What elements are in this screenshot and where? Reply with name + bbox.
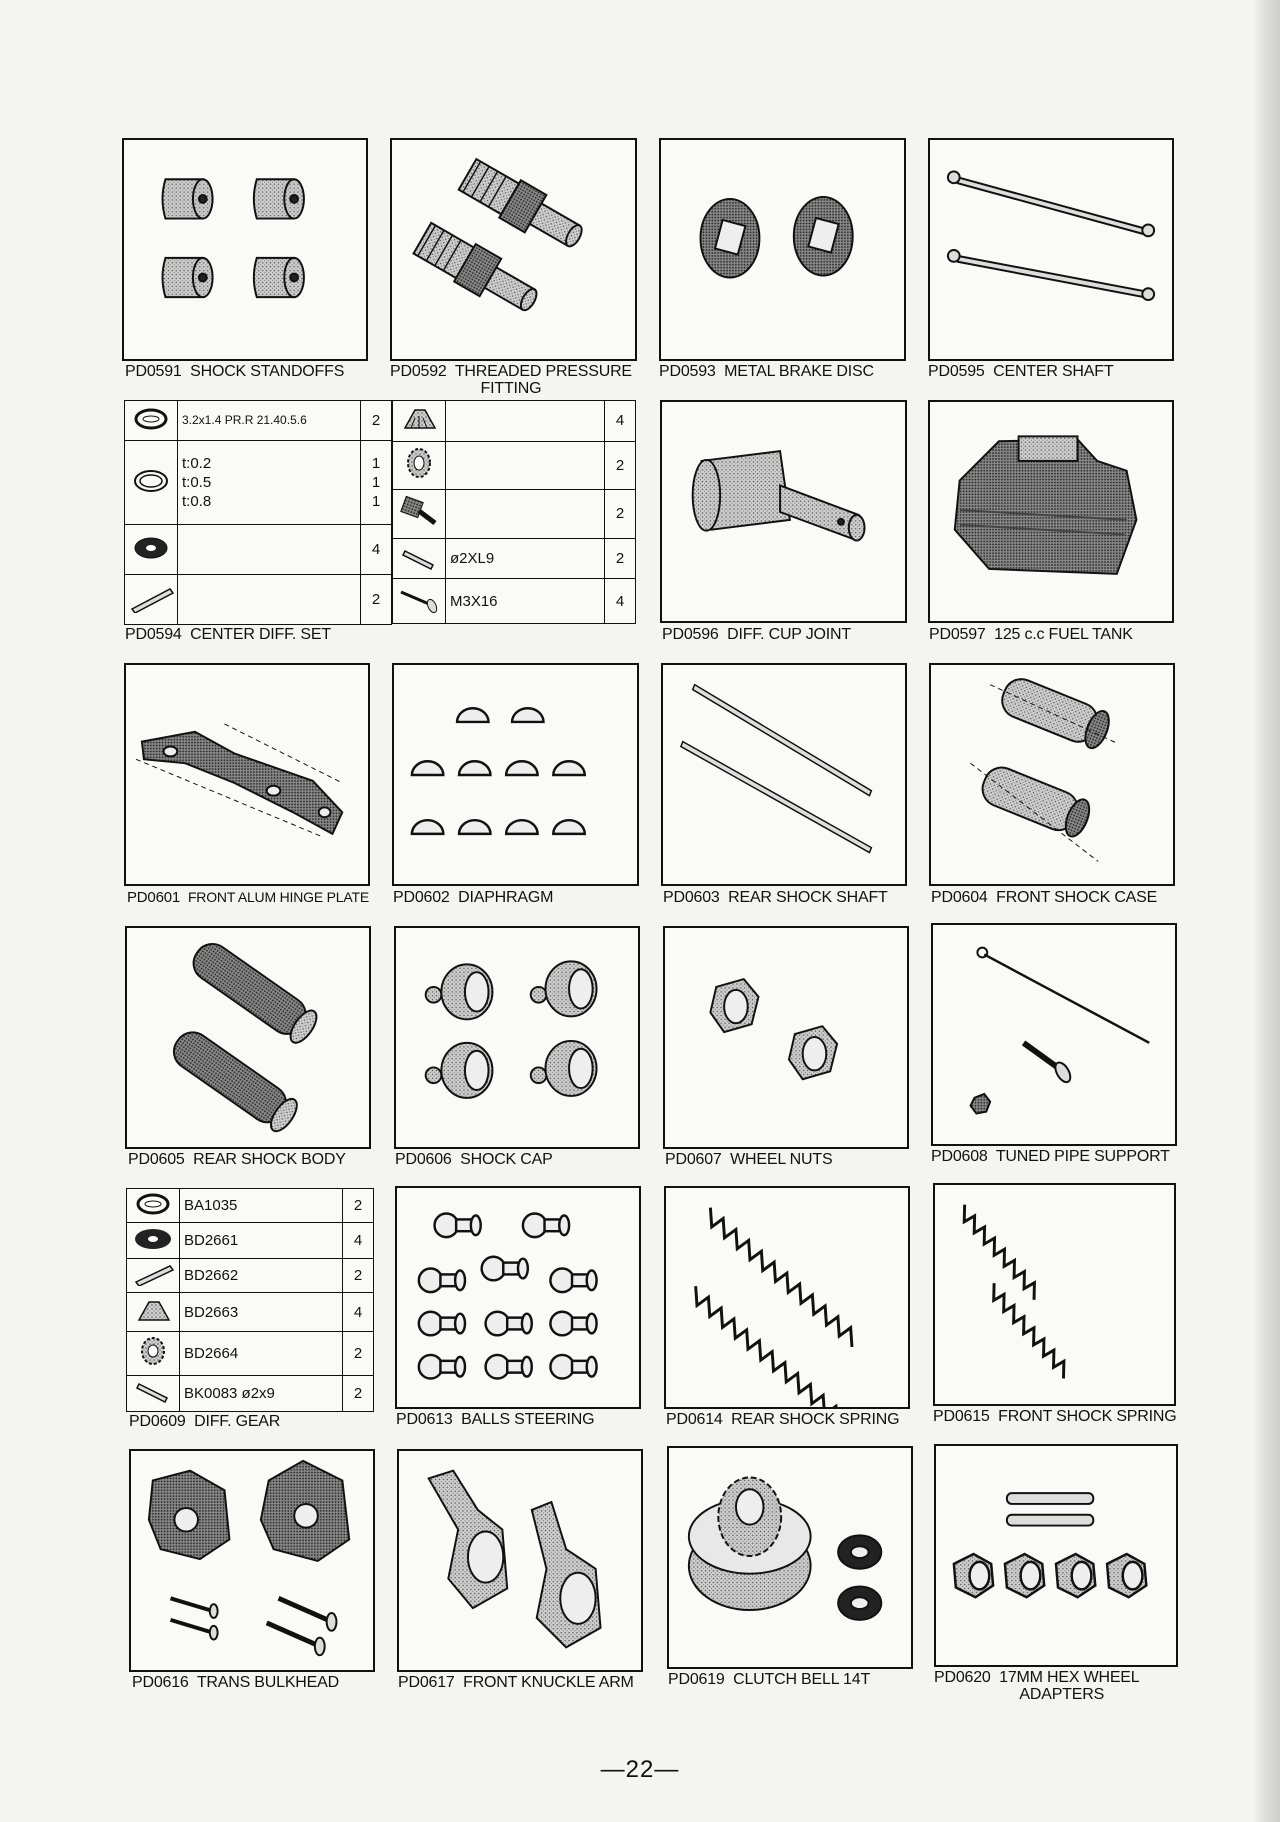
pd0593-image: [659, 138, 906, 361]
trans-bulkhead-drawing: [131, 1451, 373, 1670]
diff-set-desc: M3X16: [446, 579, 605, 624]
table-row: [127, 1293, 374, 1332]
rear-shock-spring-drawing: [666, 1188, 908, 1407]
diff-set-qty: 2: [605, 538, 636, 579]
pd0608-image: [931, 923, 1177, 1146]
diff-gear-desc: BD2662: [180, 1259, 343, 1293]
page-number: —22—: [600, 1756, 680, 1783]
pd0601-caption: PD0601 FRONT ALUM HINGE PLATE: [127, 889, 369, 906]
pd0601-image: [124, 663, 370, 886]
table-row: [127, 1189, 374, 1223]
pd0602-image: [392, 663, 639, 886]
pd0614-caption: PD0614 REAR SHOCK SPRING: [666, 1411, 900, 1428]
diff-gear-table: [126, 1188, 374, 1412]
pd0592-image: [390, 138, 637, 361]
table-row: [125, 401, 392, 441]
diff-set-qty: 4: [605, 579, 636, 624]
pd0596-caption: PD0596 DIFF. CUP JOINT: [662, 626, 851, 643]
diff-gear-desc: BD2664: [180, 1332, 343, 1375]
diff-set-qty: 2: [605, 441, 636, 490]
pd0591-caption: PD0591 SHOCK STANDOFFS: [125, 363, 345, 380]
pd0604-caption: PD0604 FRONT SHOCK CASE: [931, 889, 1158, 906]
pd0596-image: [660, 400, 907, 623]
center-shaft-drawing: [930, 140, 1172, 359]
pressure-fitting-drawing: [392, 140, 635, 359]
diff-gear-desc: BD2661: [180, 1223, 343, 1259]
table-row: [393, 490, 636, 539]
diff-set-left-table: [124, 400, 392, 625]
washer-icon: [125, 525, 178, 575]
brake-disc-drawing: [661, 140, 904, 359]
pd0616-caption: PD0616 TRANS BULKHEAD: [132, 1674, 339, 1691]
diff-gear-desc: BK0083 ø2x9: [180, 1375, 343, 1411]
bevel-gear-icon: [393, 401, 446, 442]
washer-icon: [127, 1223, 180, 1259]
pd0595-image: [928, 138, 1174, 361]
pd0619-image: [667, 1446, 913, 1669]
pd0609-caption: PD0609 DIFF. GEAR: [129, 1413, 281, 1430]
table-row: [125, 575, 392, 625]
pd0620-image: [934, 1444, 1178, 1667]
diff-set-qty: 1 1 1: [361, 441, 392, 525]
diff-set-qty: 4: [361, 525, 392, 575]
pd0593-caption: PD0593 METAL BRAKE DISC: [659, 363, 874, 380]
front-shock-spring-drawing: [935, 1185, 1174, 1404]
pd0604-image: [929, 663, 1175, 886]
table-row: [127, 1223, 374, 1259]
bevel-gear-icon: [127, 1293, 180, 1332]
diff-gear-qty: 2: [343, 1375, 374, 1411]
diff-cup-joint-drawing: [662, 402, 905, 621]
pin-icon: [127, 1259, 180, 1293]
o-ring-icon: [125, 401, 178, 441]
pd0606-image: [394, 926, 640, 1149]
diff-set-desc: [446, 441, 605, 490]
diff-set-qty: 2: [605, 490, 636, 539]
diff-set-desc: [446, 401, 605, 442]
steering-balls-drawing: [397, 1188, 639, 1407]
tuned-pipe-support-drawing: [933, 925, 1175, 1144]
screw-icon: [393, 579, 446, 624]
diff-set-qty: 4: [605, 401, 636, 442]
pd0617-caption: PD0617 FRONT KNUCKLE ARM: [398, 1674, 634, 1691]
pd0592-caption: PD0592 THREADED PRESSURE FITTING: [390, 363, 632, 397]
pin-icon: [125, 575, 178, 625]
shim-icon: [125, 441, 178, 525]
pd0617-image: [397, 1449, 643, 1672]
table-row: [127, 1259, 374, 1293]
diff-gear-qty: 2: [343, 1189, 374, 1223]
output-gear-icon: [393, 490, 446, 539]
pd0615-caption: PD0615 FRONT SHOCK SPRING: [933, 1408, 1177, 1425]
pd0608-caption: PD0608 TUNED PIPE SUPPORT: [931, 1148, 1170, 1165]
pd0616-image: [129, 1449, 375, 1672]
pd0607-caption: PD0607 WHEEL NUTS: [665, 1151, 833, 1168]
pd0605-image: [125, 926, 371, 1149]
diff-set-desc: t:0.2 t:0.5 t:0.8: [178, 441, 361, 525]
pd0602-caption: PD0602 DIAPHRAGM: [393, 889, 554, 906]
shock-standoff-drawing: [124, 140, 366, 359]
table-row: [127, 1375, 374, 1411]
pd0605-caption: PD0605 REAR SHOCK BODY: [128, 1151, 346, 1168]
hex-adapters-drawing: [936, 1446, 1176, 1665]
pd0607-image: [663, 926, 909, 1149]
pd0595-caption: PD0595 CENTER SHAFT: [928, 363, 1114, 380]
diff-gear-qty: 2: [343, 1259, 374, 1293]
diff-gear-qty: 4: [343, 1223, 374, 1259]
pd0620-caption: PD0620 17MM HEX WHEEL ADAPTERS: [934, 1669, 1140, 1703]
pin-icon: [127, 1375, 180, 1411]
pd0615-image: [933, 1183, 1176, 1406]
page-edge-shadow: [1252, 0, 1280, 1822]
table-row: [393, 538, 636, 579]
o-ring-icon: [127, 1189, 180, 1223]
table-row: [125, 525, 392, 575]
diff-set-right-table: [392, 400, 636, 624]
diff-set-desc: [446, 490, 605, 539]
wheel-nuts-drawing: [665, 928, 907, 1147]
diff-set-desc: [178, 575, 361, 625]
shock-cap-drawing: [396, 928, 638, 1147]
pin-icon: [393, 538, 446, 579]
spur-gear-icon: [127, 1332, 180, 1375]
pd0603-image: [661, 663, 907, 886]
table-row: [393, 441, 636, 490]
rear-shock-body-drawing: [127, 928, 369, 1147]
table-row: [125, 441, 392, 525]
diff-gear-desc: BD2663: [180, 1293, 343, 1332]
diff-gear-qty: 2: [343, 1332, 374, 1375]
pd0597-caption: PD0597 125 c.c FUEL TANK: [929, 626, 1133, 643]
front-shock-case-drawing: [931, 665, 1173, 884]
table-row: [127, 1332, 374, 1375]
diff-gear-desc: BA1035: [180, 1189, 343, 1223]
spur-gear-icon: [393, 441, 446, 490]
table-row: [393, 579, 636, 624]
diff-set-qty: 2: [361, 401, 392, 441]
fuel-tank-drawing: [930, 402, 1172, 621]
shock-shaft-drawing: [663, 665, 905, 884]
pd0613-caption: PD0613 BALLS STEERING: [396, 1411, 595, 1428]
diff-set-desc: ø2XL9: [446, 538, 605, 579]
pd0603-caption: PD0603 REAR SHOCK SHAFT: [663, 889, 888, 906]
pd0597-image: [928, 400, 1174, 623]
hinge-plate-drawing: [126, 665, 368, 884]
pd0614-image: [664, 1186, 910, 1409]
pd0591-image: [122, 138, 368, 361]
clutch-bell-drawing: [669, 1448, 911, 1667]
diff-set-desc: [178, 525, 361, 575]
diaphragm-drawing: [394, 665, 637, 884]
pd0613-image: [395, 1186, 641, 1409]
pd0619-caption: PD0619 CLUTCH BELL 14T: [668, 1671, 871, 1688]
diff-set-qty: 2: [361, 575, 392, 625]
pd0606-caption: PD0606 SHOCK CAP: [395, 1151, 553, 1168]
diff-set-desc: 3.2x1.4 PR.R 21.40.5.6: [178, 401, 361, 441]
diff-gear-qty: 4: [343, 1293, 374, 1332]
pd0594-caption: PD0594 CENTER DIFF. SET: [125, 626, 331, 643]
table-row: [393, 401, 636, 442]
knuckle-arm-drawing: [399, 1451, 641, 1670]
